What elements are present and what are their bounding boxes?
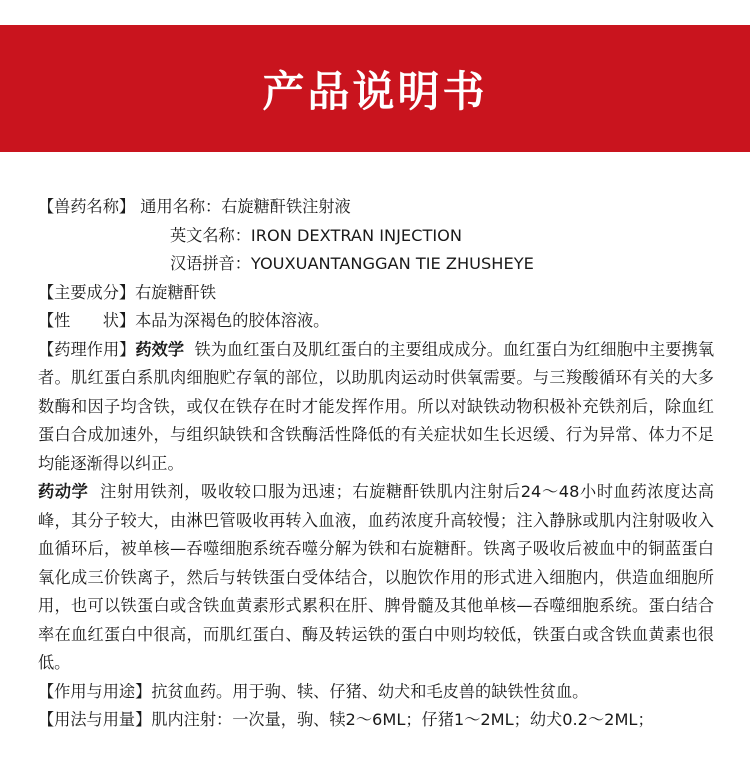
pk-label: 药动学 bbox=[38, 482, 89, 501]
dosage-row bbox=[38, 706, 714, 735]
property-text: 本品为深褐色的胶体溶液。 bbox=[135, 311, 330, 330]
dosage-text: 肌内注射：一次量，驹、犊2～6ML；仔猪1～2ML；幼犬0.2～2ML； bbox=[151, 710, 654, 729]
property-label: 【性 状】 bbox=[38, 311, 136, 330]
ingredient-label: 【主要成分】 bbox=[38, 282, 136, 302]
pd-text: 铁为血红蛋白及肌红蛋白的主要组成成分。血红蛋白为红细胞中主要携氧者。肌红蛋白系肌肉细胞贮存氧的部位，以助肌肉运动时供氧需要。与三羧酸循环有关的大多数酶和因子均含铁，或仅在铁存在时才能发挥作用。所以对缺铁动物积极补充铁剂后，除血红蛋白合成加速外，与组织缺铁和含铁酶活性降低的有关症状如生长迟缓、行为异常、体力不足均能逐渐得以纠正。 bbox=[38, 339, 715, 473]
ingredient-row bbox=[38, 279, 714, 308]
document-body bbox=[38, 193, 714, 735]
generic-name: 通用名称：右旋糖酐铁注射液 bbox=[140, 197, 351, 216]
vet-name-label: 【兽药名称】 bbox=[38, 197, 136, 216]
pd-label: 药效学 bbox=[135, 339, 185, 359]
usage-label: 【作用与用途】 bbox=[38, 681, 152, 701]
vet-name-row bbox=[38, 193, 714, 222]
english-name: 英文名称：IRON DEXTRAN INJECTION bbox=[170, 225, 462, 245]
usage-row bbox=[38, 678, 714, 707]
pharmacokinetics-paragraph bbox=[38, 478, 714, 678]
pinyin-name: 汉语拼音：YOUXUANTANGGAN TIE ZHUSHEYE bbox=[170, 254, 534, 273]
pharmacodynamics-paragraph bbox=[38, 336, 714, 479]
page-title: 产品说明书 bbox=[262, 66, 488, 116]
property-row bbox=[38, 307, 714, 336]
usage-text: 抗贫血药。用于驹、犊、仔猪、幼犬和毛皮兽的缺铁性贫血。 bbox=[151, 681, 589, 701]
title-banner bbox=[0, 25, 750, 152]
dosage-label: 【用法与用量】 bbox=[38, 710, 152, 729]
pk-text: 注射用铁剂，吸收较口服为迅速；右旋糖酐铁肌内注射后24～48小时血药浓度达高峰，其分子较大，由淋巴管吸收再转入血液，血药浓度升高较慢；注入静脉或肌内注射吸收入血循环后，被单核—吞噬细胞系统吞噬分解为铁和右旋糖酐。铁离子吸收后被血中的铜蓝蛋白氧化成三价铁离子，然后与转铁蛋白受体结合，以胞饮作用的形式进入细胞内，供造血细胞所用，也可以铁蛋白或含铁血黄素形式累积在肝、脾骨髓及其他单核—吞噬细胞系统。蛋白结合率在血红蛋白中很高，而肌红蛋白、酶及转运铁的蛋白中则均较低，铁蛋白或含铁血黄素也很低。 bbox=[38, 482, 714, 672]
pharmacology-label: 【药理作用】 bbox=[38, 339, 136, 359]
ingredient-text: 右旋糖酐铁 bbox=[135, 282, 217, 302]
